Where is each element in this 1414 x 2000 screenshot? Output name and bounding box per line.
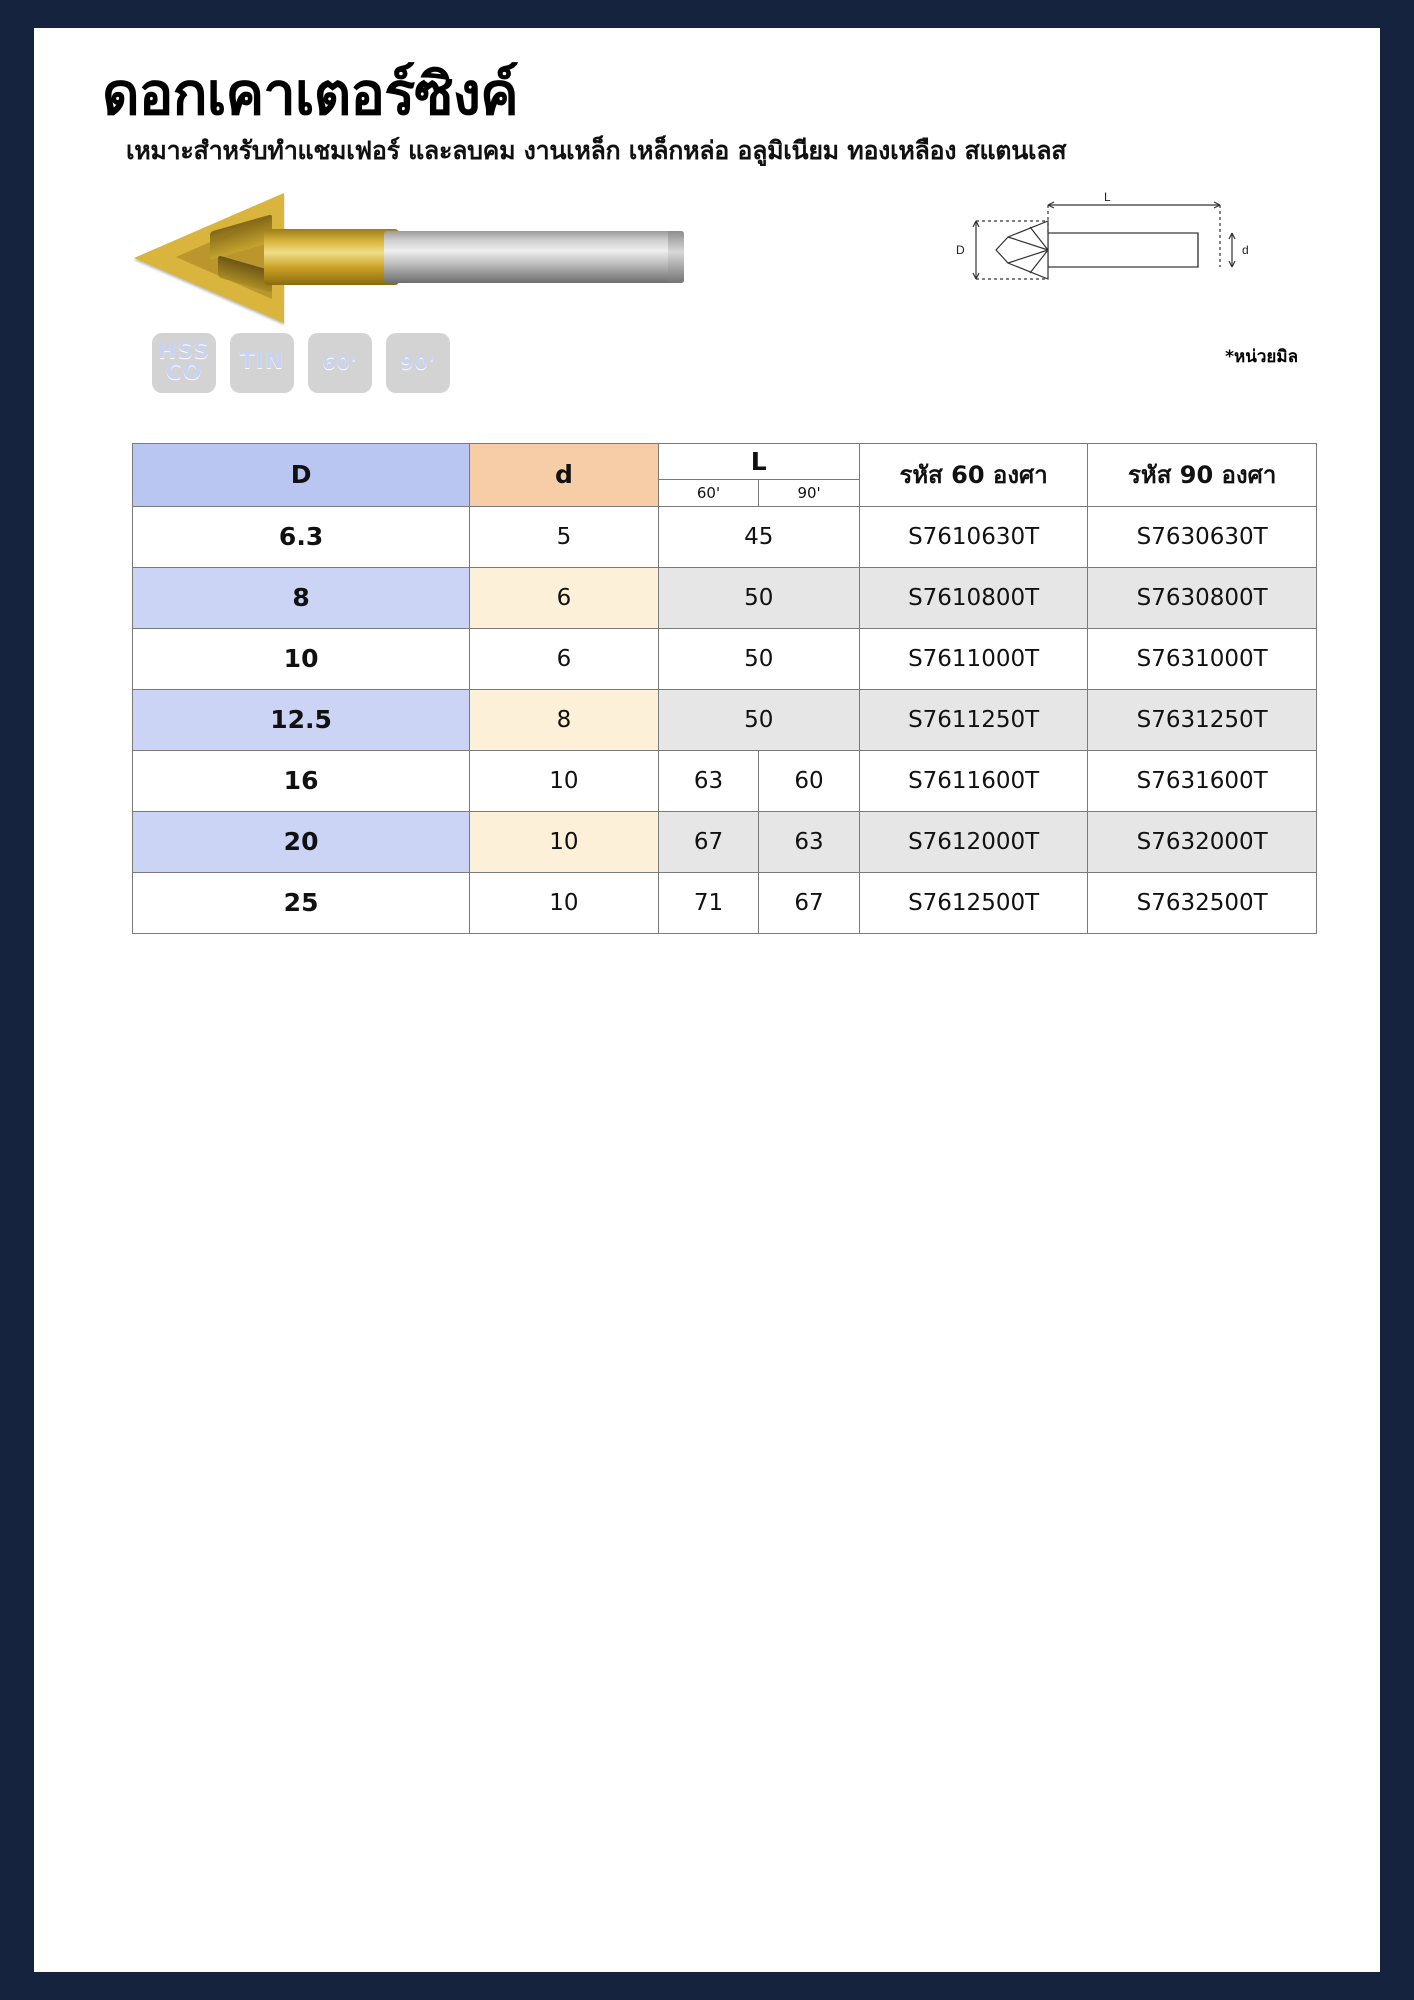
cell-length: 50 <box>658 689 859 750</box>
cell-major-diameter: 8 <box>133 567 470 628</box>
hss-co-badge <box>152 333 216 393</box>
cell-shank-diameter: 6 <box>470 567 659 628</box>
angle-60-badge-label: 60' <box>322 351 358 374</box>
cell-length: 45 <box>658 506 859 567</box>
table-row <box>133 811 1317 872</box>
cell-major-diameter: 25 <box>133 872 470 933</box>
cell-shank-diameter: 10 <box>470 872 659 933</box>
illustration-row <box>74 183 1340 443</box>
header-shank-diameter: d <box>470 443 659 506</box>
table-row <box>133 872 1317 933</box>
page-title: ดอกเคาเตอร์ซิงค์ <box>102 60 518 128</box>
cell-code-90: S7630630T <box>1088 506 1317 567</box>
cell-code-60: S7611000T <box>859 628 1088 689</box>
cell-major-diameter: 16 <box>133 750 470 811</box>
cell-shank-diameter: 10 <box>470 811 659 872</box>
cell-length-60: 71 <box>658 872 759 933</box>
cell-code-60: S7611250T <box>859 689 1088 750</box>
cell-major-diameter: 10 <box>133 628 470 689</box>
technical-drawing-svg <box>930 191 1260 311</box>
cell-major-diameter: 6.3 <box>133 506 470 567</box>
cell-major-diameter: 20 <box>133 811 470 872</box>
table-header-row <box>133 443 1317 506</box>
table-row <box>133 689 1317 750</box>
header-length <box>658 443 859 506</box>
cell-code-90: S7632000T <box>1088 811 1317 872</box>
cell-length-90: 63 <box>759 811 860 872</box>
table-row <box>133 506 1317 567</box>
header-code-90: รหัส 90 องศา <box>1088 443 1317 506</box>
page-content <box>34 28 1380 1972</box>
hss-co-badge-line2: CO <box>165 359 203 385</box>
cell-shank-diameter: 8 <box>470 689 659 750</box>
coated-neck-shape <box>264 229 399 285</box>
cell-major-diameter: 12.5 <box>133 689 470 750</box>
product-sheet-page <box>34 28 1380 1972</box>
cell-shank-diameter: 6 <box>470 628 659 689</box>
cell-shank-diameter: 5 <box>470 506 659 567</box>
cell-code-90: S7630800T <box>1088 567 1317 628</box>
header-length-60: 60' <box>659 480 760 506</box>
cell-shank-diameter: 10 <box>470 750 659 811</box>
drawing-label-L: L <box>1104 190 1111 204</box>
hss-co-badge-line1: HSS <box>157 339 211 364</box>
table-row <box>133 628 1317 689</box>
table-row <box>133 567 1317 628</box>
page-subtitle: เหมาะสำหรับทำแชมเฟอร์ และลบคม งานเหล็ก เหล็กหล่อ อลูมิเนียม ทองเหลือง สแตนเลส <box>126 135 1067 165</box>
cell-code-60: S7612500T <box>859 872 1088 933</box>
cell-code-90: S7631600T <box>1088 750 1317 811</box>
angle-60-badge <box>308 333 372 393</box>
cell-length: 50 <box>658 628 859 689</box>
cell-length-60: 67 <box>658 811 759 872</box>
drawing-label-D: D <box>956 242 965 257</box>
table-row <box>133 750 1317 811</box>
angle-90-badge <box>386 333 450 393</box>
table-body <box>133 506 1317 933</box>
header-length-label: L <box>659 444 859 480</box>
cell-code-60: S7611600T <box>859 750 1088 811</box>
header-length-90: 90' <box>797 483 821 502</box>
cell-code-90: S7631250T <box>1088 689 1317 750</box>
cell-code-90: S7632500T <box>1088 872 1317 933</box>
specification-table <box>132 443 1317 934</box>
angle-90-badge-label: 90' <box>400 351 436 374</box>
header-major-diameter: D <box>133 443 470 506</box>
cell-length-60: 63 <box>658 750 759 811</box>
steel-shank-shape <box>384 231 684 283</box>
drawing-label-d: d <box>1242 242 1249 257</box>
technical-drawing <box>930 191 1260 311</box>
cell-length: 50 <box>658 567 859 628</box>
cell-code-60: S7610630T <box>859 506 1088 567</box>
cell-code-60: S7610800T <box>859 567 1088 628</box>
tin-badge-label: TIN <box>239 349 285 375</box>
feature-badges <box>152 333 450 393</box>
cell-length-90: 60 <box>759 750 860 811</box>
cell-code-60: S7612000T <box>859 811 1088 872</box>
cell-code-90: S7631000T <box>1088 628 1317 689</box>
tin-badge <box>230 333 294 393</box>
header-code-60: รหัส 60 องศา <box>859 443 1088 506</box>
cell-length-90: 67 <box>759 872 860 933</box>
unit-note: *หน่วยมิล <box>1225 346 1298 367</box>
countersink-bit-photo <box>114 193 644 323</box>
